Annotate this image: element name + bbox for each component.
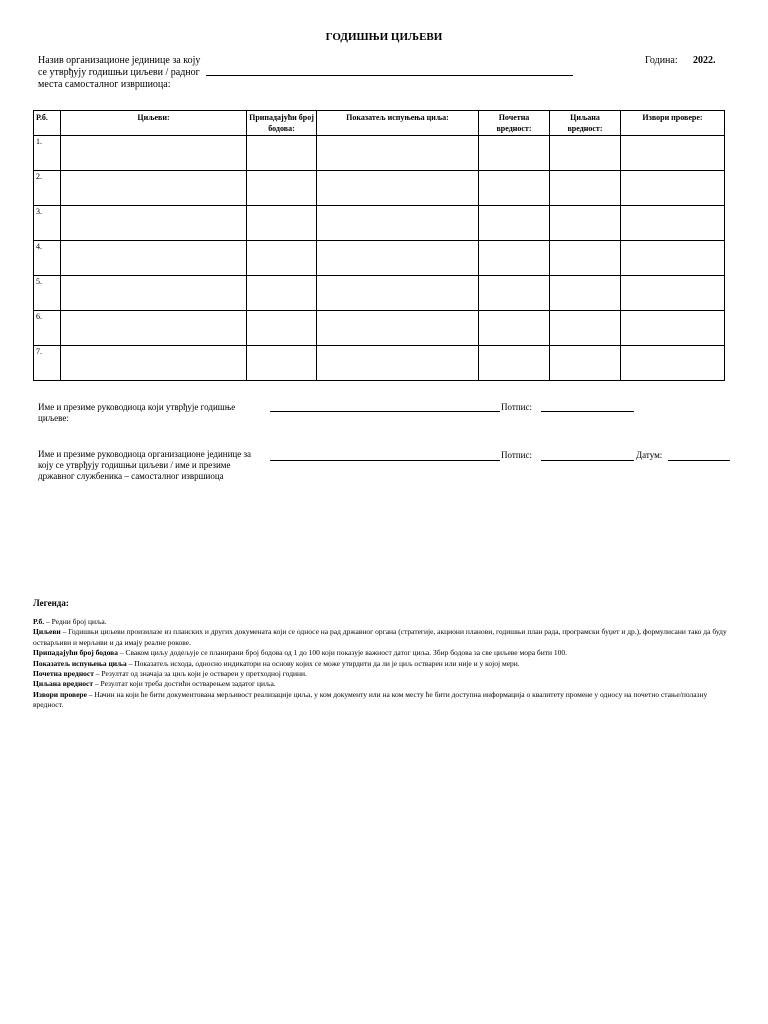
row-number: 2. bbox=[34, 171, 61, 206]
table-row bbox=[34, 136, 725, 171]
unit-manager-name-field[interactable] bbox=[270, 448, 500, 461]
indicator-cell[interactable] bbox=[317, 171, 479, 206]
legend-text: – Резултат од значаја за циљ који је остварен у претходној години. bbox=[93, 669, 307, 679]
indicator-cell[interactable] bbox=[317, 241, 479, 276]
date-label: Датум: bbox=[636, 450, 663, 460]
row-number: 6. bbox=[34, 311, 61, 346]
unit-manager-signature-label: Потпис: bbox=[501, 450, 532, 460]
indicator-cell[interactable] bbox=[317, 136, 479, 171]
row-number: 7. bbox=[34, 346, 61, 381]
goal-cell[interactable] bbox=[61, 346, 247, 381]
sources-cell[interactable] bbox=[621, 171, 725, 206]
page-title: ГОДИШЊИ ЦИЉЕВИ bbox=[325, 31, 443, 43]
initial-value-cell[interactable] bbox=[479, 206, 550, 241]
target-value-cell[interactable] bbox=[550, 311, 621, 346]
unit-manager-name-label: Име и презиме руководиоца организационе јединице за коју се утврђују годишњи циљеви / име и презиме државног службеника – самосталног извршиоца bbox=[38, 449, 251, 481]
row-number: 5. bbox=[34, 276, 61, 311]
manager-name-field[interactable] bbox=[270, 399, 500, 412]
manager-signature-field[interactable] bbox=[541, 399, 634, 412]
points-cell[interactable] bbox=[247, 241, 317, 276]
table-row bbox=[34, 171, 725, 206]
org-unit-field[interactable] bbox=[206, 63, 573, 76]
legend-text: – Показатељ исхода, односно индикатори на основу којих се може утврдити да ли је циљ остварен или није и у којој мери. bbox=[126, 658, 520, 668]
manager-name-label: Име и презиме руководиоца који утврђује годишње циљеве: bbox=[38, 402, 236, 423]
date-field[interactable] bbox=[668, 448, 730, 461]
col-header-sources: Извори провере: bbox=[621, 111, 725, 136]
target-value-cell[interactable] bbox=[550, 136, 621, 171]
initial-value-cell[interactable] bbox=[479, 171, 550, 206]
legend-text: – Редни број циља. bbox=[44, 617, 107, 626]
legend-term: Циљана вредност bbox=[33, 679, 94, 689]
table-header-row bbox=[34, 111, 725, 136]
row-number: 1. bbox=[34, 136, 61, 171]
points-cell[interactable] bbox=[247, 311, 317, 346]
target-value-cell[interactable] bbox=[550, 206, 621, 241]
table-row bbox=[34, 206, 725, 241]
legend-list bbox=[33, 617, 733, 711]
legend-text: – Начин на који ће бити документована мерљивост реализације циља, у ком документу или на ком месту ће бити доступна информација о квалитету промене у односу на почетно стање/полазну вредност. bbox=[33, 689, 708, 710]
legend-text: – Резултат који треба достићи остварењем задатог циља. bbox=[93, 679, 276, 689]
legend-term: Припадајући број бодова bbox=[33, 648, 118, 658]
initial-value-cell[interactable] bbox=[479, 136, 550, 171]
col-header-goals: Циљеви: bbox=[61, 111, 247, 136]
legend-item bbox=[33, 648, 733, 658]
sources-cell[interactable] bbox=[621, 276, 725, 311]
legend-item bbox=[33, 690, 733, 711]
org-unit-label: Назив организационе јединице за коју се утврђују годишњи циљеви / радног места самосталног извршиоца: bbox=[38, 55, 201, 90]
points-cell[interactable] bbox=[247, 276, 317, 311]
goal-cell[interactable] bbox=[61, 276, 247, 311]
legend-item bbox=[33, 659, 733, 669]
initial-value-cell[interactable] bbox=[479, 311, 550, 346]
target-value-cell[interactable] bbox=[550, 346, 621, 381]
table-row bbox=[34, 311, 725, 346]
col-header-initial-value: Почетна вредност: bbox=[479, 111, 550, 136]
target-value-cell[interactable] bbox=[550, 241, 621, 276]
sources-cell[interactable] bbox=[621, 136, 725, 171]
legend-term: Извори провере bbox=[33, 689, 87, 699]
initial-value-cell[interactable] bbox=[479, 346, 550, 381]
goal-cell[interactable] bbox=[61, 206, 247, 241]
sources-cell[interactable] bbox=[621, 346, 725, 381]
legend-term: Циљеви bbox=[33, 627, 61, 637]
legend-item bbox=[33, 669, 733, 679]
legend-text: – Сваком циљу додељује се планирани број бодова од 1 до 100 који показује важност датог циља. Збир бодова за све циљеве мора бити 100. bbox=[117, 648, 568, 658]
legend-item bbox=[33, 679, 733, 689]
sources-cell[interactable] bbox=[621, 206, 725, 241]
col-header-target-value: Циљана вредност: bbox=[550, 111, 621, 136]
indicator-cell[interactable] bbox=[317, 311, 479, 346]
manager-signature-label: Потпис: bbox=[501, 402, 532, 412]
points-cell[interactable] bbox=[247, 346, 317, 381]
unit-manager-signature-field[interactable] bbox=[541, 448, 634, 461]
legend-term: Р.б. bbox=[33, 617, 45, 626]
table-row bbox=[34, 276, 725, 311]
table-row bbox=[34, 346, 725, 381]
col-header-number: Р.б. bbox=[34, 111, 61, 136]
sources-cell[interactable] bbox=[621, 311, 725, 346]
initial-value-cell[interactable] bbox=[479, 241, 550, 276]
points-cell[interactable] bbox=[247, 171, 317, 206]
goal-cell[interactable] bbox=[61, 241, 247, 276]
indicator-cell[interactable] bbox=[317, 206, 479, 241]
legend-term: Почетна вредност bbox=[33, 669, 94, 679]
points-cell[interactable] bbox=[247, 206, 317, 241]
col-header-indicator: Показатељ испуњења циља: bbox=[317, 111, 479, 136]
legend-title: Легенда: bbox=[33, 598, 69, 608]
legend-item bbox=[33, 617, 733, 627]
year-label: Година: bbox=[645, 55, 678, 66]
indicator-cell[interactable] bbox=[317, 346, 479, 381]
legend-term: Показатељ испуњења циља bbox=[33, 658, 127, 668]
points-cell[interactable] bbox=[247, 136, 317, 171]
table-row bbox=[34, 241, 725, 276]
row-number: 3. bbox=[34, 206, 61, 241]
target-value-cell[interactable] bbox=[550, 276, 621, 311]
legend-text: – Годишњи циљеви произилазе из планских и других докумената који се односе на рад државног органа (стратегије, акциони планови, годишњи план рада, програмски буџет и др.), формулисани тако да буду остварљиви и мерљиви и да имају реалне рокове. bbox=[33, 627, 727, 647]
goal-cell[interactable] bbox=[61, 311, 247, 346]
row-number: 4. bbox=[34, 241, 61, 276]
year-value: 2022. bbox=[693, 55, 716, 66]
indicator-cell[interactable] bbox=[317, 276, 479, 311]
goal-cell[interactable] bbox=[61, 171, 247, 206]
goals-table bbox=[33, 110, 725, 381]
sources-cell[interactable] bbox=[621, 241, 725, 276]
legend-item bbox=[33, 627, 733, 648]
target-value-cell[interactable] bbox=[550, 171, 621, 206]
initial-value-cell[interactable] bbox=[479, 276, 550, 311]
goal-cell[interactable] bbox=[61, 136, 247, 171]
col-header-points: Припадајући број бодова: bbox=[247, 111, 317, 136]
